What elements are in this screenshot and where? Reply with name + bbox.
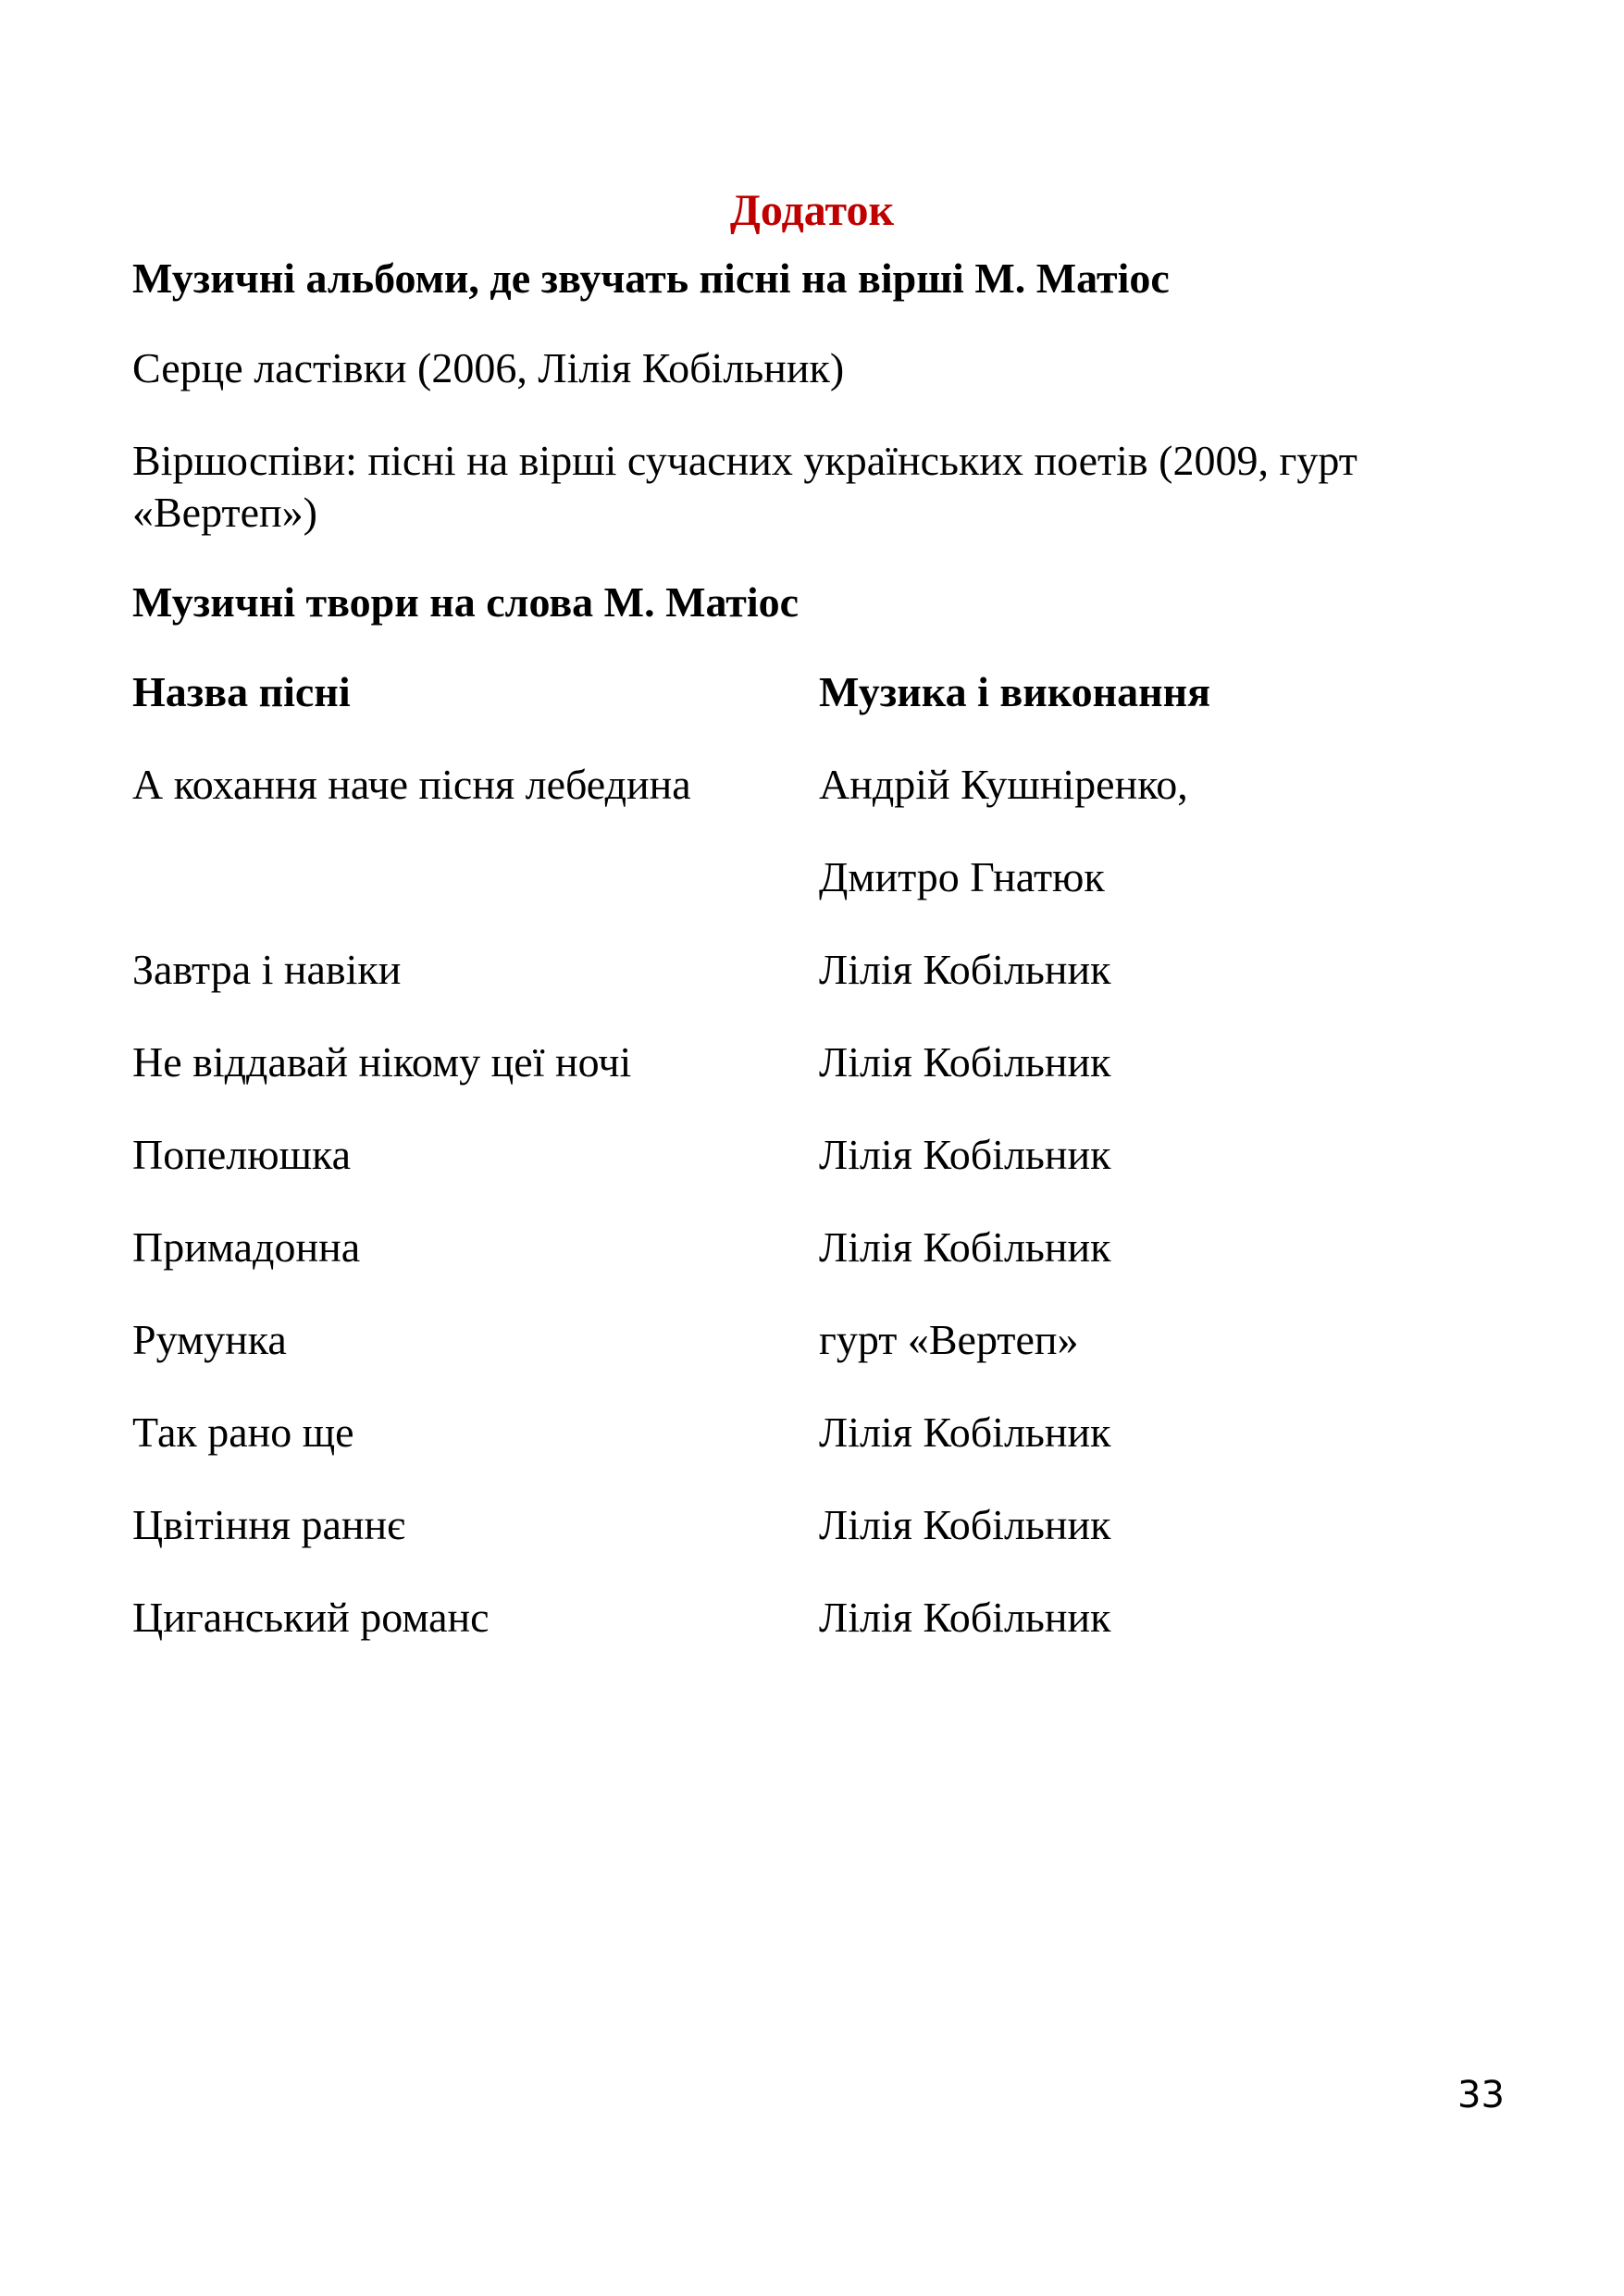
page-number: 33: [1457, 2074, 1505, 2116]
performer-cell: Андрій Кушніренко,: [819, 761, 1188, 808]
album-item: Віршоспіви: пісні на вірші сучасних українських поетів (2009, гурт «Вертеп»): [132, 437, 1357, 536]
table-row: [132, 1407, 1502, 1499]
column-header-music-performance: Музика і виконання: [819, 668, 1211, 715]
performer-cell: Лілія Кобільник: [819, 1501, 1111, 1548]
performer-cell: Лілія Кобільник: [819, 1223, 1111, 1271]
table-row: [132, 1222, 1502, 1314]
performer-cell: Лілія Кобільник: [819, 1038, 1111, 1086]
table-row: [132, 1592, 1502, 1684]
performer-cell: гурт «Вертеп»: [819, 1316, 1079, 1363]
song-title-cell: Цвітіння раннє: [132, 1501, 405, 1548]
song-title-cell: Завтра і навіки: [132, 946, 402, 993]
column-header-song-title: Назва пісні: [132, 668, 351, 715]
song-title-cell: Циганський романс: [132, 1594, 490, 1641]
song-title-cell: Румунка: [132, 1316, 287, 1363]
table-row: [132, 851, 1502, 944]
performer-cell: Лілія Кобільник: [819, 1409, 1111, 1456]
songs-table: [132, 666, 1502, 1684]
albums-heading: Музичні альбоми, де звучать пісні на вірші М. Матіос: [132, 254, 1170, 302]
table-header-row: [132, 666, 1502, 759]
performer-cell: Лілія Кобільник: [819, 1594, 1111, 1641]
album-item: Серце ластівки (2006, Лілія Кобільник): [132, 344, 845, 391]
table-row: [132, 1036, 1502, 1129]
song-title-cell: Примадонна: [132, 1223, 361, 1271]
page-title: Додаток: [729, 186, 895, 235]
performer-cell: Лілія Кобільник: [819, 1131, 1111, 1178]
table-row: [132, 1314, 1502, 1407]
table-row: [132, 944, 1502, 1036]
table-row: [132, 759, 1502, 851]
table-row: [132, 1499, 1502, 1592]
works-heading: Музичні твори на слова М. Матіос: [132, 578, 800, 626]
table-row: [132, 1129, 1502, 1222]
song-title-cell: А кохання наче пісня лебедина: [132, 761, 691, 808]
song-title-cell: Не віддавай нікому цеї ночі: [132, 1038, 632, 1086]
performer-cell: Дмитро Гнатюк: [819, 853, 1105, 900]
performer-cell: Лілія Кобільник: [819, 946, 1111, 993]
song-title-cell: Так рано ще: [132, 1409, 354, 1456]
song-title-cell: Попелюшка: [132, 1131, 352, 1178]
